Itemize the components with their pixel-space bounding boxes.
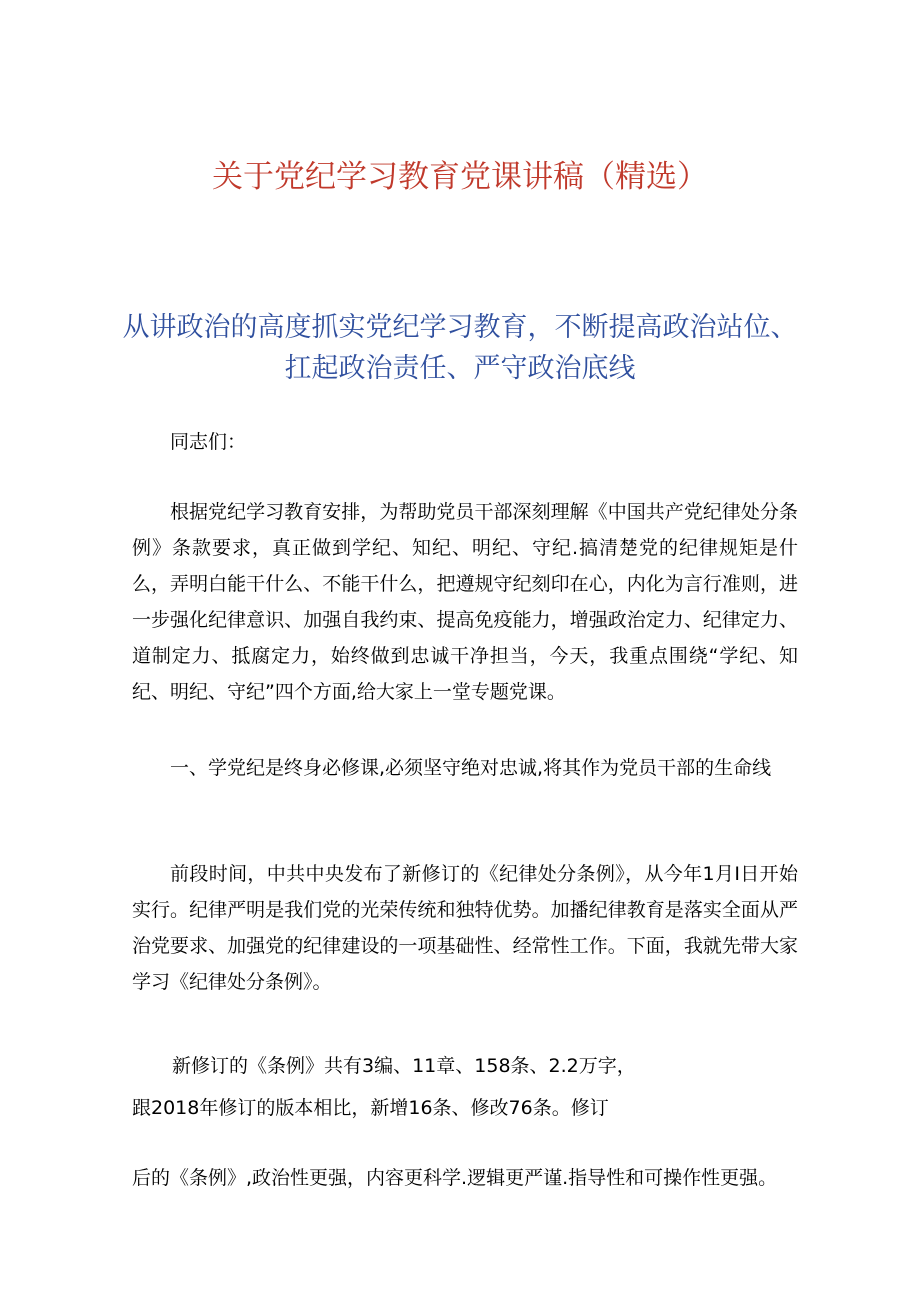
paragraph-3-line-3: 后的《条例》,政治性更强，内容更科学.逻辑更严谨.指导性和可操作性更强。 [132, 1167, 778, 1189]
paragraph-3-line-2: 跟2018年修订的版本相比，新增16条、修改76条。修订 [132, 1097, 609, 1119]
paragraph-3-line-1: 新修订的《条例》共有3编、11章、158条、2.2万字， [172, 1055, 636, 1077]
document-title: 关于党纪学习教育党课讲稿（精选） [212, 159, 708, 195]
paragraph-2: 前段时间，中共中央发布了新修订的《纪律处分条例》，从今年1月I日开始实行。纪律严明是我们党的光荣传统和独特优势。加播纪律教育是落实全面从严治党要求、加强党的纪律建设的一项基础性、经常性工作。下面，我就先带大家学习《纪律处分条例》。 [132, 863, 798, 993]
greeting: 同志们： [170, 431, 247, 453]
heading-1: 一、学党纪是终身必修课,必须坚守绝对忠诚,将其作为党员干部的生命线 [170, 757, 772, 779]
paragraph-1: 根据党纪学习教育安排，为帮助党员干部深刻理解《中国共产党纪律处分条例》条款要求，真正做到学纪、知纪、明纪、守纪.搞清楚党的纪律规矩是什么，弄明白能干什么、不能干什么，把遵规守纪刻印在心，内化为言行准则，进一步强化纪律意识、加强自我约束、提高免疫能力，增强政治定力、纪律定力、道制定力、抵腐定力，始终做到忠诚干净担当，今天，我重点围绕“学纪、知纪、明纪、守纪”四个方面,给大家上一堂专题党课。 [132, 501, 798, 703]
section-title: 从讲政治的高度抓实党纪学习教育，不断提高政治站位、扛起政治责任、严守政治底线 [122, 312, 798, 384]
